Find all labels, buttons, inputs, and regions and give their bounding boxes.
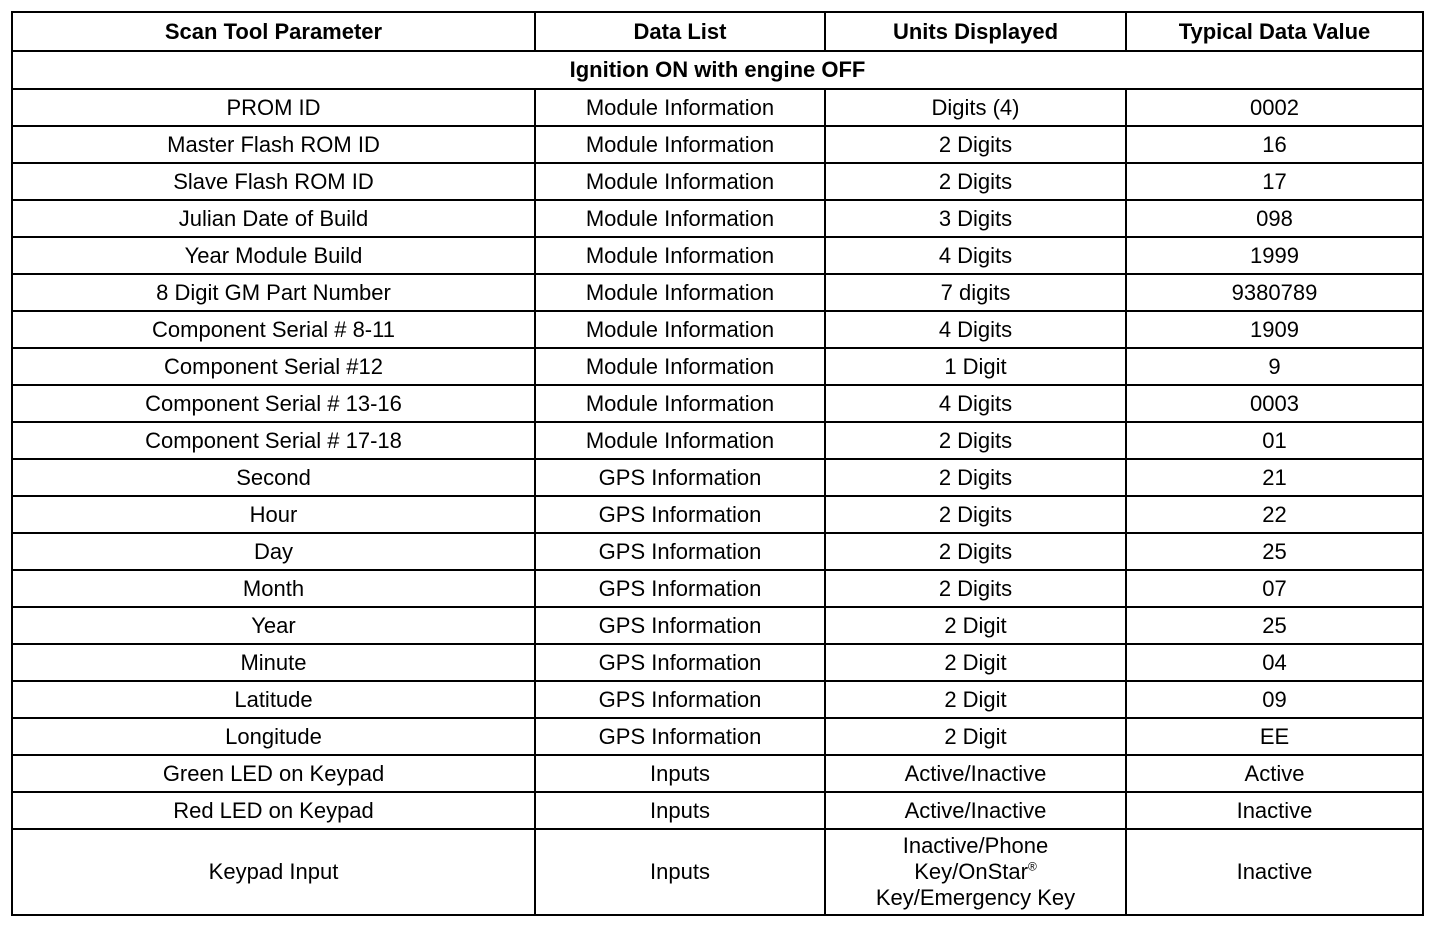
cell-value: 16 — [1126, 126, 1423, 163]
cell-data-list: GPS Information — [535, 681, 825, 718]
header-data-list: Data List — [535, 12, 825, 51]
cell-data-list: Module Information — [535, 422, 825, 459]
cell-value: 21 — [1126, 459, 1423, 496]
cell-data-list: GPS Information — [535, 459, 825, 496]
cell-parameter: Year Module Build — [12, 237, 535, 274]
table-row — [12, 755, 1423, 792]
table-row — [12, 89, 1423, 126]
header-typical-data-value: Typical Data Value — [1126, 12, 1423, 51]
table-row — [12, 311, 1423, 348]
table-row — [12, 644, 1423, 681]
table-row — [12, 422, 1423, 459]
cell-data-list: Module Information — [535, 163, 825, 200]
cell-units: 2 Digits — [825, 533, 1126, 570]
cell-parameter: 8 Digit GM Part Number — [12, 274, 535, 311]
cell-parameter: Component Serial # 17-18 — [12, 422, 535, 459]
table-row — [12, 570, 1423, 607]
cell-data-list: Module Information — [535, 200, 825, 237]
table-row — [12, 681, 1423, 718]
cell-value: 1999 — [1126, 237, 1423, 274]
units-line-3: Key/Emergency Key — [875, 885, 1076, 910]
cell-data-list: Inputs — [535, 755, 825, 792]
table-row — [12, 792, 1423, 829]
cell-parameter: Minute — [12, 644, 535, 681]
cell-units: 2 Digits — [825, 459, 1126, 496]
scan-tool-data-table — [11, 11, 1424, 916]
cell-units: 7 digits — [825, 274, 1126, 311]
cell-parameter: Second — [12, 459, 535, 496]
cell-data-list: GPS Information — [535, 533, 825, 570]
cell-value: 0003 — [1126, 385, 1423, 422]
cell-data-list: Module Information — [535, 311, 825, 348]
cell-units: 2 Digits — [825, 422, 1126, 459]
cell-data-list: GPS Information — [535, 570, 825, 607]
table-row — [12, 496, 1423, 533]
cell-data-list: GPS Information — [535, 718, 825, 755]
cell-value: Inactive — [1126, 829, 1423, 915]
cell-units: 2 Digits — [825, 570, 1126, 607]
cell-units: 2 Digit — [825, 718, 1126, 755]
units-line-1: Inactive/Phone — [902, 833, 1049, 858]
section-row — [12, 51, 1423, 89]
cell-data-list: GPS Information — [535, 496, 825, 533]
cell-parameter: Component Serial #12 — [12, 348, 535, 385]
cell-data-list: GPS Information — [535, 607, 825, 644]
cell-parameter: Component Serial # 13-16 — [12, 385, 535, 422]
table-row — [12, 126, 1423, 163]
cell-units: Digits (4) — [825, 89, 1126, 126]
cell-value: 04 — [1126, 644, 1423, 681]
units-line-2-text: Key/OnStar — [914, 859, 1028, 884]
section-title: Ignition ON with engine OFF — [12, 51, 1423, 89]
cell-units: 3 Digits — [825, 200, 1126, 237]
cell-units: 4 Digits — [825, 385, 1126, 422]
cell-parameter: Month — [12, 570, 535, 607]
cell-parameter: Latitude — [12, 681, 535, 718]
cell-parameter: Longitude — [12, 718, 535, 755]
table-row — [12, 163, 1423, 200]
table-row — [12, 459, 1423, 496]
table-row — [12, 348, 1423, 385]
table-row — [12, 533, 1423, 570]
cell-value: 0002 — [1126, 89, 1423, 126]
cell-data-list: Module Information — [535, 237, 825, 274]
cell-value: 9380789 — [1126, 274, 1423, 311]
table-row — [12, 237, 1423, 274]
cell-units: 2 Digit — [825, 644, 1126, 681]
cell-units: 2 Digit — [825, 607, 1126, 644]
cell-units: 4 Digits — [825, 237, 1126, 274]
cell-data-list: Inputs — [535, 829, 825, 915]
cell-data-list: Module Information — [535, 89, 825, 126]
cell-value: Active — [1126, 755, 1423, 792]
cell-value: 098 — [1126, 200, 1423, 237]
cell-data-list: Module Information — [535, 348, 825, 385]
cell-parameter: Julian Date of Build — [12, 200, 535, 237]
cell-units: Active/Inactive — [825, 755, 1126, 792]
cell-value: 25 — [1126, 607, 1423, 644]
cell-value: 09 — [1126, 681, 1423, 718]
table-row — [12, 200, 1423, 237]
cell-value: Inactive — [1126, 792, 1423, 829]
cell-units — [825, 829, 1126, 915]
cell-units: 1 Digit — [825, 348, 1126, 385]
cell-units: 4 Digits — [825, 311, 1126, 348]
cell-data-list: GPS Information — [535, 644, 825, 681]
cell-value: 17 — [1126, 163, 1423, 200]
header-scan-tool-parameter: Scan Tool Parameter — [12, 12, 535, 51]
cell-parameter: Slave Flash ROM ID — [12, 163, 535, 200]
cell-parameter: Master Flash ROM ID — [12, 126, 535, 163]
cell-parameter: Day — [12, 533, 535, 570]
header-units-displayed: Units Displayed — [825, 12, 1126, 51]
cell-parameter: Hour — [12, 496, 535, 533]
cell-value: 01 — [1126, 422, 1423, 459]
cell-units: 2 Digits — [825, 163, 1126, 200]
cell-value: 9 — [1126, 348, 1423, 385]
cell-parameter: Keypad Input — [12, 829, 535, 915]
cell-data-list: Inputs — [535, 792, 825, 829]
cell-value: 25 — [1126, 533, 1423, 570]
cell-units: Active/Inactive — [825, 792, 1126, 829]
registered-mark: ® — [1027, 859, 1037, 874]
table-header-row — [12, 12, 1423, 51]
cell-parameter: Green LED on Keypad — [12, 755, 535, 792]
cell-value: 1909 — [1126, 311, 1423, 348]
table-row — [12, 829, 1423, 915]
cell-data-list: Module Information — [535, 126, 825, 163]
table-row — [12, 385, 1423, 422]
cell-data-list: Module Information — [535, 274, 825, 311]
cell-value: 07 — [1126, 570, 1423, 607]
cell-value: 22 — [1126, 496, 1423, 533]
cell-units: 2 Digits — [825, 496, 1126, 533]
table-row — [12, 718, 1423, 755]
cell-parameter: PROM ID — [12, 89, 535, 126]
cell-parameter: Red LED on Keypad — [12, 792, 535, 829]
cell-units: 2 Digit — [825, 681, 1126, 718]
cell-data-list: Module Information — [535, 385, 825, 422]
table-row — [12, 274, 1423, 311]
table-row — [12, 607, 1423, 644]
cell-parameter: Year — [12, 607, 535, 644]
units-line-2 — [832, 859, 1119, 885]
cell-parameter: Component Serial # 8-11 — [12, 311, 535, 348]
cell-units: 2 Digits — [825, 126, 1126, 163]
cell-value: EE — [1126, 718, 1423, 755]
